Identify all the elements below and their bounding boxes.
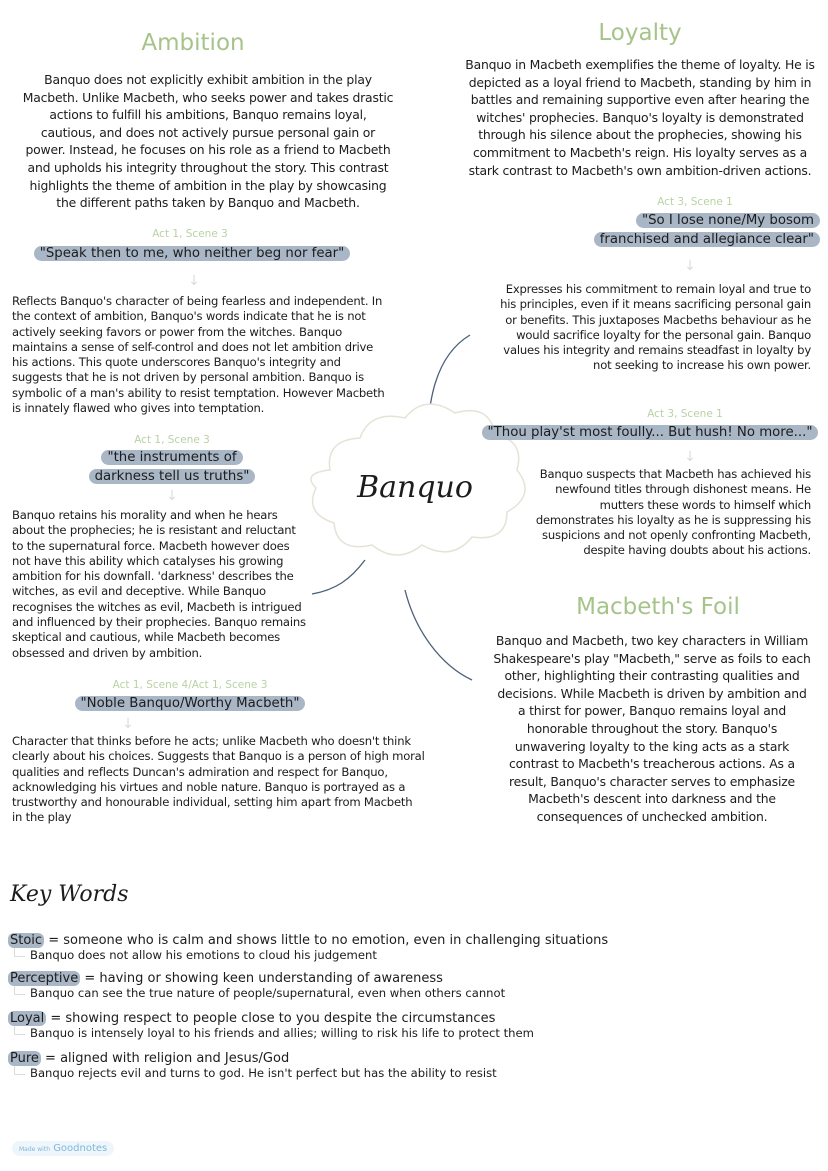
act-label: Act 3, Scene 1	[647, 408, 723, 420]
foil-text: Banquo and Macbeth, two key characters in William Shakespeare's play "Macbeth," serve as foils to each other, highlighting their contrasting qualities and decisions. While Macbeth is driven by ambition and a thirst for power, Banquo remains loyal and honorable throughout the story. Banquo's unwavering loyalty to the king acts as a stark contrast to Macbeth's treacherous actions. As a result, Banquo's character serves to emphasize Macbeth's descent into darkness and the consequences of unchecked ambition.	[493, 633, 811, 824]
arrow-down-icon: ↓	[684, 449, 696, 465]
keyword-item: Pure = aligned with religion and Jesus/God Banquo rejects evil and turns to god. He isn't perfect but has the ability to resist	[10, 1051, 497, 1080]
arrow-down-icon: ↓	[188, 273, 200, 289]
keyword-item: Loyal = showing respect to people close to you despite the circumstances Banquo is intensely loyal to his friends and allies; willing to risk his life to protect them	[10, 1011, 534, 1040]
quote-pill: "Thou play'st most foully... But hush! No more..."	[470, 423, 828, 442]
arrow-down-icon: ↓	[166, 488, 178, 504]
quote-analysis: Reflects Banquo's character of being fearless and independent. In the context of ambition, Banquo's words indicate that he is not actively seeking favors or power from the witches. Banquo maintains a sense of self-control and does not let ambition drive his actions. This quote underscores Banquo's integrity and suggests that he is not driven by personal ambition. Banquo is symbolic of a man's ability to resist temptation. However Macbeth is innately flawed who gives into temptation.	[12, 294, 385, 416]
act-label: Act 3, Scene 1	[657, 196, 733, 208]
keyword-item: Perceptive = having or showing keen understanding of awareness Banquo can see the true nature of people/supernatural, even when others cannot	[10, 971, 506, 1000]
arrow-down-icon: ↓	[122, 716, 134, 732]
quote-analysis: Character that thinks before he acts; unlike Macbeth who doesn't think clearly about his choices. Suggests that Banquo is a person of high moral qualities and reflects Duncan's admiration and respect for Banquo, acknowledging his virtues and noble nature. Banquo is portrayed as a trustworthy and honourable individual, setting him apart from Macbeth in the play	[12, 734, 425, 825]
ambition-title: Ambition	[141, 30, 245, 56]
goodnotes-badge[interactable]: Made with Goodnotes	[12, 1141, 114, 1156]
key-words-title: Key Words	[10, 882, 129, 907]
ambition-text: Banquo does not explicitly exhibit ambition in the play Macbeth. Unlike Macbeth, who seeks power and takes drastic actions to fulfill his ambitions, Banquo remains loyal, cautious, and does not actively pursue personal gain or power. Instead, he focuses on his role as a friend to Macbeth and upholds his integrity throughout the story. This contrast highlights the theme of ambition in the play by showcasing the different paths taken by Banquo and Macbeth.	[22, 72, 394, 211]
keyword-item: Stoic = someone who is calm and shows little to no emotion, even in challenging situations Banquo does not allow his emotions to cloud his judgement	[10, 933, 609, 962]
arrow-down-icon: ↓	[684, 258, 696, 274]
quote-analysis: Expresses his commitment to remain loyal and true to his principles, even if it means sacrificing personal gain or benefits. This juxtaposes Macbeths behaviour as he would sacrifice loyalty for the personal gain. Banquo values his integrity and remains steadfast in loyalty by not seeking to increase his own power.	[500, 282, 811, 373]
quote-pill: "the instruments of darkness tell us truths"	[62, 448, 282, 486]
central-topic-banquo: Banquo	[357, 470, 473, 505]
quote-pill: "Noble Banquo/Worthy Macbeth"	[40, 694, 340, 713]
quote-pill: "Speak then to me, who neither beg nor fear"	[0, 244, 384, 263]
loyalty-text: Banquo in Macbeth exemplifies the theme of loyalty. He is depicted as a loyal friend to Macbeth, standing by him in battles and remaining supportive even after hearing the witches' prophecies. Banquo's loyalty is demonstrated through his silence about the prophecies, showing his commitment to Macbeth's reign. His loyalty serves as a stark contrast to Macbeth's own ambition-driven actions.	[465, 57, 815, 178]
quote-pill: "So I lose none/My bosom franchised and allegiance clear"	[540, 211, 820, 249]
macbeths-foil-title: Macbeth's Foil	[576, 594, 740, 620]
quote-analysis: Banquo retains his morality and when he hears about the prophecies; he is resistant and reluctant to the supernatural force. Macbeth however does not have this ability which catalyses his growing ambition for his downfall. 'darkness' describes the witches, as evil and deceptive. While Banquo recognises the witches as evil, Macbeth is intrigued and influenced by their prophecies. Banquo remains skeptical and cautious, while Macbeth becomes obsessed and driven by ambition.	[12, 508, 306, 660]
loyalty-title: Loyalty	[598, 20, 682, 46]
act-label: Act 1, Scene 3	[152, 228, 228, 240]
act-label: Act 1, Scene 3	[134, 434, 210, 446]
quote-analysis: Banquo suspects that Macbeth has achieved his newfound titles through dishonest means. He mutters these words to himself which demonstrates his loyalty as he is suppressing his suspicions and not openly confronting Macbeth, despite having doubts about his actions.	[535, 467, 811, 558]
act-label: Act 1, Scene 4/Act 1, Scene 3	[112, 679, 268, 691]
